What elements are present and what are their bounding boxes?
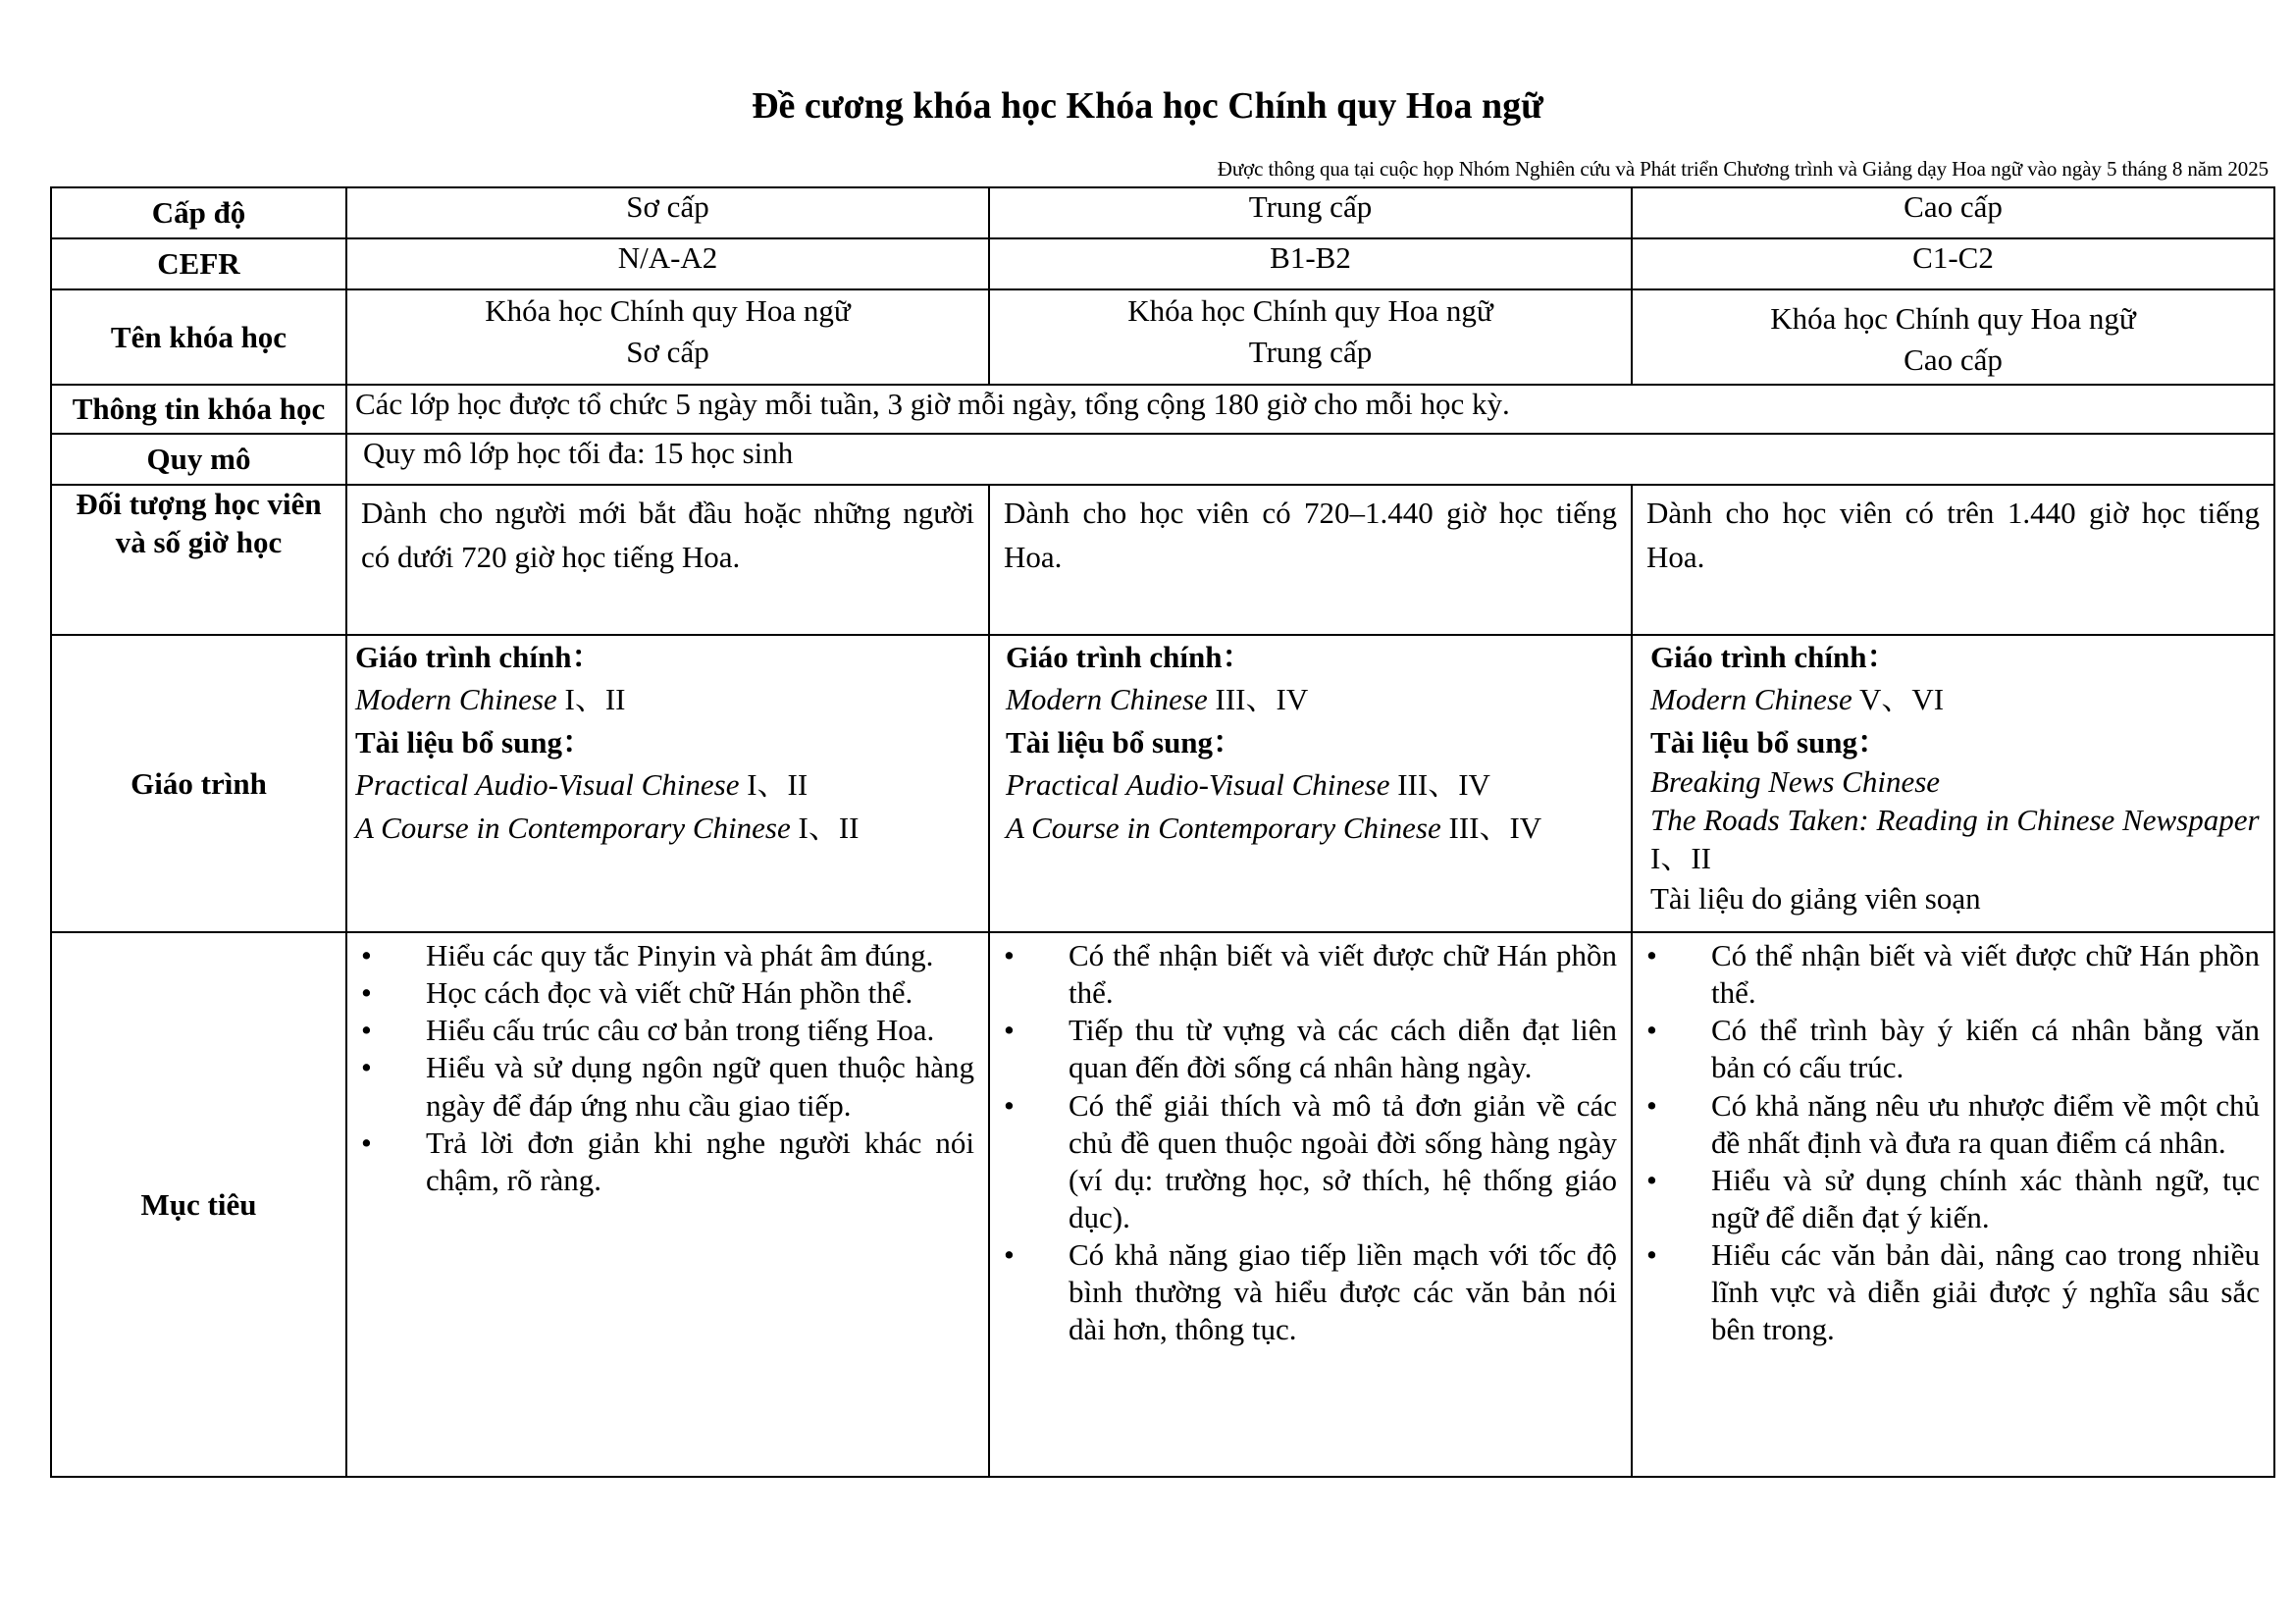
supplement-book	[355, 763, 980, 806]
course-name	[346, 289, 989, 385]
course-name-level: Trung cấp	[1248, 334, 1373, 369]
row-materials	[51, 635, 2274, 932]
supplement-book	[1006, 807, 1623, 849]
goal-item: • Học cách đọc và viết chữ Hán phồn thể.	[351, 974, 974, 1012]
book-title: Breaking News Chinese	[1650, 764, 1941, 800]
book-volume: I、II	[790, 810, 860, 845]
materials-cell	[346, 635, 989, 932]
goals-cell	[346, 932, 989, 1477]
book-volume: I、II	[1650, 840, 1711, 875]
syllabus-table	[50, 186, 2275, 1478]
goals-list	[351, 937, 974, 1199]
level-name: Sơ cấp	[346, 187, 989, 238]
course-name-level: Sơ cấp	[626, 334, 709, 369]
row-cefr	[51, 238, 2274, 289]
materials-cell	[1632, 635, 2274, 932]
goal-item: • Tiếp thu từ vựng và các cách diễn đạt liên quan đến đời sống cá nhân hàng ngày.	[994, 1012, 1617, 1086]
course-name-line: Khóa học Chính quy Hoa ngữ	[1770, 301, 2136, 336]
row-label-level: Cấp độ	[51, 187, 346, 238]
row-audience	[51, 485, 2274, 635]
book-title: The Roads Taken: Reading in Chinese Newspaper	[1650, 802, 2260, 837]
book-volume: III、IV	[1207, 682, 1309, 717]
supplement-book	[1650, 763, 2266, 802]
level-name: Cao cấp	[1632, 187, 2274, 238]
approval-note: Được thông qua tại cuộc họp Nhóm Nghiên cứu và Phát triển Chương trình và Giảng dạy Hoa ngữ vào ngày 5 tháng 8 năm 2025	[1217, 157, 2269, 181]
book-volume: I、II	[556, 682, 626, 717]
scale-text: Quy mô lớp học tối đa: 15 học sinh	[346, 434, 2274, 485]
goal-item: • Hiểu các quy tắc Pinyin và phát âm đúng.	[351, 937, 974, 974]
book-title: A Course in Contemporary Chinese	[1006, 810, 1441, 845]
row-label-cefr: CEFR	[51, 238, 346, 289]
goals-cell	[989, 932, 1632, 1477]
book-volume: III、IV	[1440, 810, 1542, 845]
row-label-audience-line: và số giờ học	[115, 524, 283, 559]
goal-item: • Có thể nhận biết và viết được chữ Hán phồn thể.	[1637, 937, 2260, 1012]
main-material-label: Giáo trình chính：	[1650, 640, 1898, 674]
goal-item: • Có khả năng nêu ưu nhược điểm về một chủ đề nhất định và đưa ra quan điểm cá nhân.	[1637, 1087, 2260, 1162]
goals-list	[1637, 937, 2260, 1348]
goal-item: • Trả lời đơn giản khi nghe người khác nói chậm, rõ ràng.	[351, 1125, 974, 1199]
instructor-material: Tài liệu do giảng viên soạn	[1650, 881, 1981, 917]
audience-text: Dành cho học viên có 720–1.440 giờ học tiếng Hoa.	[989, 485, 1632, 635]
supplement-material-label: Tài liệu bổ sung：	[1006, 724, 1244, 760]
book-title: Modern Chinese	[1006, 682, 1208, 717]
course-name	[989, 289, 1632, 385]
row-label-course-info: Thông tin khóa học	[51, 385, 346, 434]
course-name-level: Cao cấp	[1904, 341, 2003, 377]
book-title: Modern Chinese	[1650, 682, 1852, 717]
main-book	[355, 678, 980, 720]
row-course-name	[51, 289, 2274, 385]
goal-item: • Có thể giải thích và mô tả đơn giản về các chủ đề quen thuộc ngoài đời sống hàng ngày (ví dụ: trường học, sở thích, hệ thống giáo dục).	[994, 1087, 1617, 1237]
materials-cell	[989, 635, 1632, 932]
row-goals	[51, 932, 2274, 1477]
row-course-info	[51, 385, 2274, 434]
document-title: Đề cương khóa học Khóa học Chính quy Hoa ngữ	[752, 85, 1543, 127]
row-label-audience	[51, 485, 346, 635]
cefr-value: N/A-A2	[346, 238, 989, 289]
main-material-label: Giáo trình chính：	[355, 640, 602, 674]
course-name-line: Khóa học Chính quy Hoa ngữ	[485, 293, 851, 328]
supplement-material-label: Tài liệu bổ sung：	[355, 724, 594, 760]
main-book	[1650, 678, 2266, 720]
audience-text: Dành cho học viên có trên 1.440 giờ học tiếng Hoa.	[1632, 485, 2274, 635]
supplement-book	[1650, 802, 2266, 878]
goals-cell	[1632, 932, 2274, 1477]
row-label-audience-line: Đối tượng học viên	[76, 487, 322, 521]
goal-item: • Có khả năng giao tiếp liền mạch với tốc độ bình thường và hiểu được các văn bản nói dài hơn, thông tục.	[994, 1236, 1617, 1348]
row-label-materials: Giáo trình	[51, 635, 346, 932]
book-title: A Course in Contemporary Chinese	[355, 810, 791, 845]
goal-item: • Có thể trình bày ý kiến cá nhân bằng văn bản có cấu trúc.	[1637, 1012, 2260, 1086]
row-level	[51, 187, 2274, 238]
book-volume: I、II	[739, 767, 808, 803]
goal-item: • Hiểu cấu trúc câu cơ bản trong tiếng Hoa.	[351, 1012, 974, 1049]
book-title: Practical Audio-Visual Chinese	[1006, 767, 1390, 803]
goal-item: • Có thể nhận biết và viết được chữ Hán phồn thể.	[994, 937, 1617, 1012]
main-book	[1006, 678, 1623, 720]
goals-list	[994, 937, 1617, 1348]
course-name-line: Khóa học Chính quy Hoa ngữ	[1127, 293, 1493, 328]
cefr-value: B1-B2	[989, 238, 1632, 289]
goal-item: • Hiểu các văn bản dài, nâng cao trong nhiều lĩnh vực và diễn giải được ý nghĩa sâu sắc bên trong.	[1637, 1236, 2260, 1348]
row-label-course-name: Tên khóa học	[51, 289, 346, 385]
row-label-scale: Quy mô	[51, 434, 346, 485]
main-material-label: Giáo trình chính：	[1006, 640, 1253, 674]
cefr-value: C1-C2	[1632, 238, 2274, 289]
audience-text: Dành cho người mới bắt đầu hoặc những người có dưới 720 giờ học tiếng Hoa.	[346, 485, 989, 635]
course-name	[1632, 289, 2274, 385]
supplement-book	[1006, 763, 1623, 806]
row-label-goals: Mục tiêu	[51, 932, 346, 1477]
goal-item: • Hiểu và sử dụng chính xác thành ngữ, tục ngữ để diễn đạt ý kiến.	[1637, 1162, 2260, 1236]
supplement-material-label: Tài liệu bổ sung：	[1650, 724, 1889, 760]
level-name: Trung cấp	[989, 187, 1632, 238]
row-scale	[51, 434, 2274, 485]
supplement-book	[355, 807, 980, 849]
book-volume: V、VI	[1852, 682, 1945, 717]
book-title: Practical Audio-Visual Chinese	[355, 767, 740, 803]
book-title: Modern Chinese	[355, 682, 557, 717]
course-info-text: Các lớp học được tổ chức 5 ngày mỗi tuần, 3 giờ mỗi ngày, tổng cộng 180 giờ cho mỗi học kỳ.	[346, 385, 2274, 434]
book-volume: III、IV	[1389, 767, 1490, 803]
goal-item: • Hiểu và sử dụng ngôn ngữ quen thuộc hàng ngày để đáp ứng nhu cầu giao tiếp.	[351, 1049, 974, 1124]
